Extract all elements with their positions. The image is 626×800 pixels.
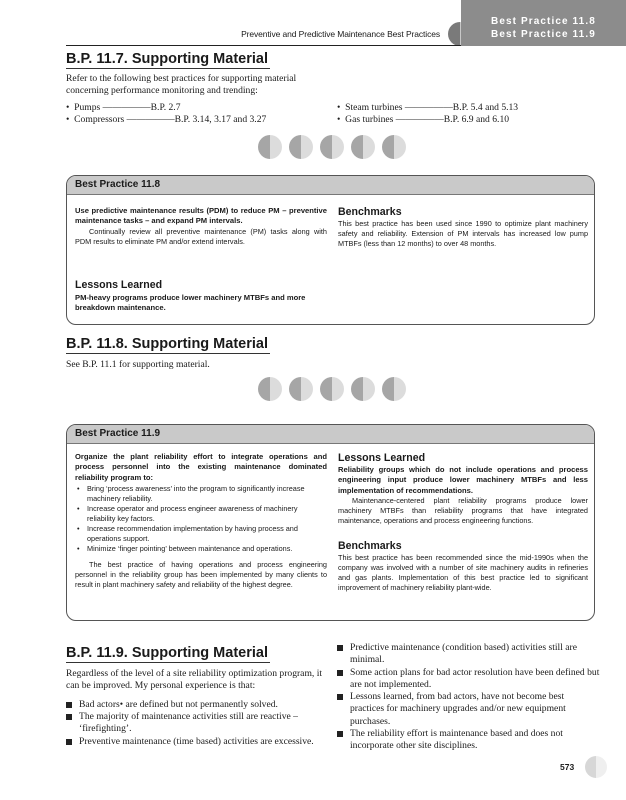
separator-dot-icon [258,377,282,401]
tab-line-1: Best Practice 11.8 [491,16,596,27]
running-title: Preventive and Predictive Maintenance Best Practices [241,29,440,39]
box119-bench-title: Benchmarks [338,540,402,552]
box119-body: The best practice of having operations and process engineering personnel in the reliability group has been implemented by many clients to result in plant machinery safety and reliability of the highest degree. [75,560,327,590]
section-separator [258,135,406,159]
separator-dot-icon [320,135,344,159]
header-rule [66,45,461,46]
separator-dot-icon [382,377,406,401]
list-item: Some action plans for bad actor resolution have been defined but are not implemented. [337,667,600,692]
best-practice-11-8-box [66,175,595,325]
header-tab [461,0,626,46]
box-heading: Best Practice 11.9 [67,425,594,444]
list-item: • Minimize ‘finger pointing’ between maintenance and operations. [87,544,327,554]
best-practice-11-9-box [66,424,595,621]
bp117-right-bullet: • Gas turbines —————B.P. 6.9 and 6.10 [337,114,510,125]
page-number: 573 [560,762,575,772]
box119-statement: Organize the plant reliability effort to integrate operations and process personnel into the existing maintenance dominated reliability program to: [75,452,327,482]
box118-lessons-title: Lessons Learned [75,279,163,291]
box119-bullets [75,484,327,554]
separator-dot-icon [351,135,375,159]
list-item: • Increase operator and process engineer awareness of machinery reliability key factors. [87,504,327,524]
box118-left-col [75,206,327,247]
list-item: Bad actors• are defined but not permanently solved. [66,699,336,711]
box118-bench-text: This best practice has been used since 1990 to optimize plant machinery safety and reliability. Extension of PM intervals has increased low pump MTBFs (less than 12 months) to over 48 months. [338,219,588,248]
separator-dot-icon [289,377,313,401]
list-item: Predictive maintenance (condition based) activities still are minimal. [337,642,600,667]
separator-dot-icon [258,135,282,159]
list-item: • Bring ‘process awareness’ into the program to significantly increase machinery reliability. [87,484,327,504]
box119-lessons-title: Lessons Learned [338,452,426,464]
box119-bench-text: This best practice has been recommended since the mid-1990s when the company was involved with a number of site machinery audits in refineries and gas plants. Implementation of this best practice led to significant improvement of machinery reliability plant-wide. [338,553,588,592]
box119-left-col [75,452,327,590]
page-decor-icon [585,756,607,778]
list-item: The majority of maintenance activities still are reactive – ‘firefighting’. [66,711,336,736]
separator-dot-icon [382,135,406,159]
box-heading: Best Practice 11.8 [67,176,594,195]
separator-dot-icon [320,377,344,401]
box118-bench-title: Benchmarks [338,206,402,218]
list-item: Preventive maintenance (time based) activities are excessive. [66,736,336,748]
bp117-left-bullet: • Pumps —————B.P. 2.7 [66,102,181,113]
bp119-intro: Regardless of the level of a site reliability optimization program, it can be improved. My personal experience is that: [66,668,323,692]
bp118-text: See B.P. 11.1 for supporting material. [66,359,210,370]
bp117-title: B.P. 11.7. Supporting Material [66,51,270,69]
bp119-title: B.P. 11.9. Supporting Material [66,645,270,663]
bp118-title: B.P. 11.8. Supporting Material [66,336,270,354]
box118-lessons-text: PM-heavy programs produce lower machinery MTBFs and more breakdown maintenance. [75,293,306,313]
box118-statement: Use predictive maintenance results (PDM) to reduce PM – preventive maintenance tasks – and expand PM intervals. [75,206,327,226]
separator-dot-icon [351,377,375,401]
bp117-intro: Refer to the following best practices for supporting material concerning performance monitoring and trending: [66,73,297,97]
box119-lessons-text: Maintenance-centered plant reliability programs produce lower machinery MTBFs than reliability programs that have integrated maintenance, operations and process engineering functions. [338,496,588,526]
box118-body: Continually review all preventive maintenance (PM) tasks along with PDM results to eliminate PM and/or extend intervals. [75,226,327,246]
bp117-right-bullet: • Steam turbines —————B.P. 5.4 and 5.13 [337,102,519,113]
list-item: • Increase recommendation implementation by having process and operations support. [87,524,327,544]
bp117-left-bullet: • Compressors —————B.P. 3.14, 3.17 and 3.27 [66,114,267,125]
tab-line-2: Best Practice 11.9 [491,29,596,40]
section-separator [258,377,406,401]
list-item: Lessons learned, from bad actors, have not become best practices for machinery upgrades and/or new equipment purchases. [337,691,600,728]
separator-dot-icon [289,135,313,159]
list-item: The reliability effort is maintenance based and does not incorporate other site disciplines. [337,728,600,753]
box119-lessons-bold: Reliability groups which do not include operations and process engineering input produce lower machinery MTBFs and less implementation of recommendations. [338,465,588,495]
box119-lessons-col [338,465,588,526]
